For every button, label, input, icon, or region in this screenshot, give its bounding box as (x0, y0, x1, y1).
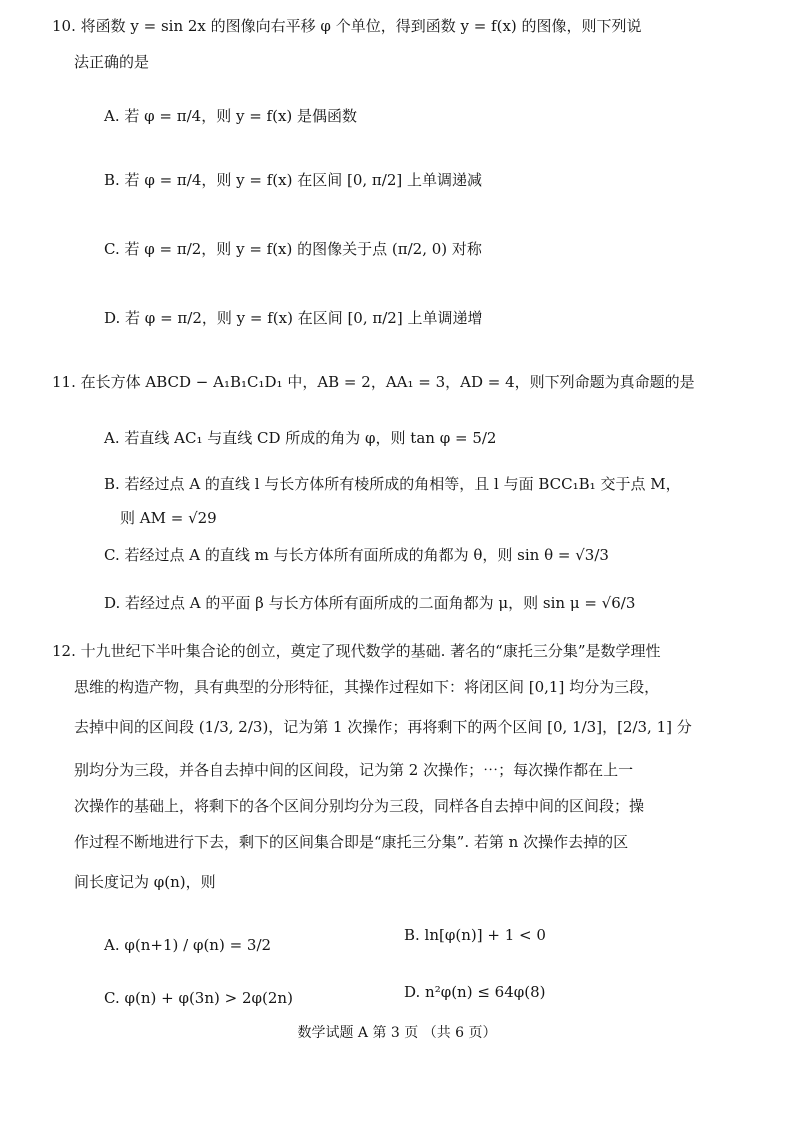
q12-stem-line-1: 12. 十九世纪下半叶集合论的创立，奠定了现代数学的基础. 著名的“康托三分集”是数学理性 (52, 642, 661, 660)
q12-option-b: B. ln[φ(n)] + 1 < 0 (404, 926, 546, 944)
q10-option-c: C. 若 φ = π/2，则 y = f(x) 的图像关于点 (π/2, 0) 对称 (104, 240, 482, 258)
q12-stem-line-4: 别均分为三段，并各自去掉中间的区间段，记为第 2 次操作；⋯；每次操作都在上一 (74, 761, 634, 779)
q11-option-b-line-2: 则 AM = √29 (120, 509, 217, 527)
q11-option-c: C. 若经过点 A 的直线 m 与长方体所有面所成的角都为 θ，则 sin θ = √3/3 (104, 546, 609, 564)
q11-option-b-line-1: B. 若经过点 A 的直线 l 与长方体所有棱所成的角相等，且 l 与面 BCC₁B₁ 交于点 M， (104, 475, 681, 493)
q10-stem-line-1: 10. 将函数 y = sin 2x 的图像向右平移 φ 个单位，得到函数 y = f(x) 的图像，则下列说 (52, 17, 642, 35)
q12-stem-line-2: 思维的构造产物，具有典型的分形特征，其操作过程如下：将闭区间 [0,1] 均分为三段， (74, 678, 660, 696)
q12-stem-line-3: 去掉中间的区间段 (1/3, 2/3)，记为第 1 次操作；再将剩下的两个区间 [0, 1/3]，[2/3, 1] 分 (74, 718, 692, 736)
q12-stem-line-6: 作过程不断地进行下去，剩下的区间集合即是“康托三分集”. 若第 n 次操作去掉的区 (74, 833, 629, 851)
q12-stem-line-5: 次操作的基础上，将剩下的各个区间分别均分为三段，同样各自去掉中间的区间段；操 (74, 797, 645, 815)
q11-option-a: A. 若直线 AC₁ 与直线 CD 所成的角为 φ，则 tan φ = 5/2 (104, 429, 497, 447)
q11-option-d: D. 若经过点 A 的平面 β 与长方体所有面所成的二面角都为 μ，则 sin μ = √6/3 (104, 594, 636, 612)
q12-stem-line-7: 间长度记为 φ(n)，则 (74, 873, 216, 891)
q12-option-d: D. n²φ(n) ≤ 64φ(8) (404, 983, 546, 1001)
q12-option-c: C. φ(n) + φ(3n) > 2φ(2n) (104, 989, 293, 1007)
page-footer: 数学试题 A 第 3 页 （共 6 页） (297, 1025, 497, 1041)
q10-option-d: D. 若 φ = π/2，则 y = f(x) 在区间 [0, π/2] 上单调递增 (104, 309, 483, 327)
q10-option-b: B. 若 φ = π/4，则 y = f(x) 在区间 [0, π/2] 上单调递减 (104, 171, 482, 189)
q10-stem-line-2: 法正确的是 (74, 53, 150, 71)
q10-option-a: A. 若 φ = π/4，则 y = f(x) 是偶函数 (104, 107, 358, 125)
q11-stem: 11. 在长方体 ABCD − A₁B₁C₁D₁ 中，AB = 2，AA₁ = 3，AD = 4，则下列命题为真命题的是 (52, 373, 695, 391)
q12-option-a: A. φ(n+1) / φ(n) = 3/2 (104, 936, 272, 954)
